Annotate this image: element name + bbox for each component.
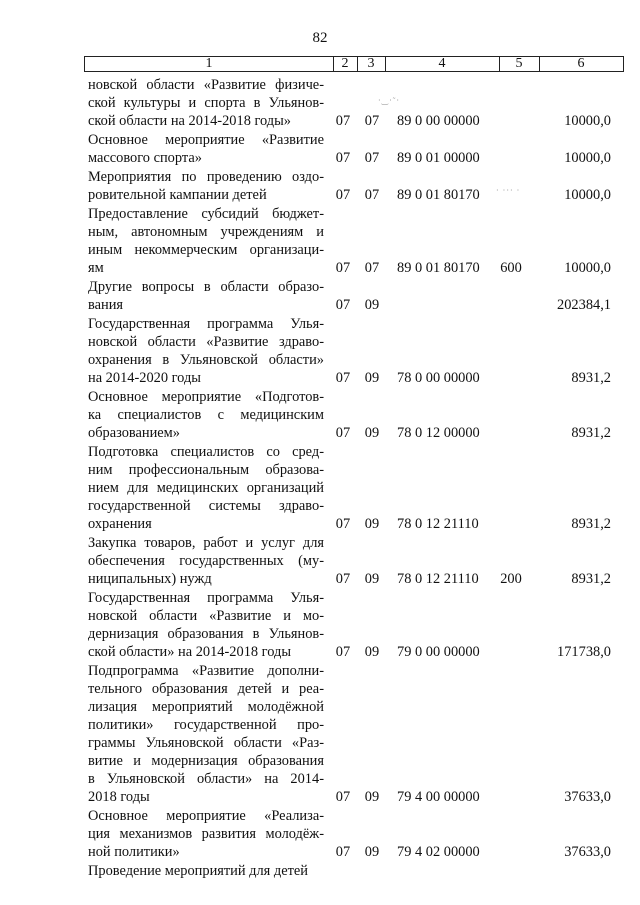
subsection-code: 07 bbox=[364, 113, 380, 129]
section-code: 07 bbox=[335, 644, 351, 660]
row-name bbox=[88, 443, 324, 533]
column-header-4: 4 bbox=[385, 57, 500, 71]
row-name-line: вания bbox=[88, 297, 124, 313]
row-name-line: Подпрограмма «Развитие дополни- bbox=[88, 663, 324, 679]
subsection-code: 07 bbox=[364, 150, 380, 166]
expense-type-code: 200 bbox=[500, 571, 522, 587]
row-name-line: дернизация образования в Ульянов- bbox=[88, 626, 324, 642]
section-code: 07 bbox=[335, 260, 351, 276]
subsection-code: 09 bbox=[364, 644, 380, 660]
subsection-code: 09 bbox=[364, 297, 380, 313]
expense-type-code: 600 bbox=[500, 260, 522, 276]
row-name-line: тельного образования детей и реа- bbox=[88, 681, 324, 697]
row-name-line: ской культуры и спорта в Ульянов- bbox=[88, 95, 324, 111]
row-name-line: Мероприятия по проведению оздо- bbox=[88, 169, 324, 185]
row-name-line: на 2014-2020 годы bbox=[88, 370, 201, 386]
table-row bbox=[0, 862, 640, 880]
expense-type-code bbox=[497, 369, 525, 387]
section-code: 07 bbox=[335, 187, 351, 203]
amount: 37633,0 bbox=[564, 844, 611, 860]
amount bbox=[536, 862, 611, 880]
row-name bbox=[88, 534, 324, 588]
target-article-code: 79 4 02 00000 bbox=[397, 844, 480, 860]
expense-type-code bbox=[497, 788, 525, 806]
row-name-line: ям bbox=[88, 260, 104, 276]
row-name-line: новской области «Развитие и мо- bbox=[88, 608, 324, 624]
subsection-code: 09 bbox=[364, 425, 380, 441]
table-row bbox=[0, 589, 640, 661]
table-row bbox=[0, 205, 640, 277]
amount: 10000,0 bbox=[564, 113, 611, 129]
table-row bbox=[0, 388, 640, 442]
row-name-line: ской области на 2014-2018 годы» bbox=[88, 113, 291, 129]
target-article-code: 78 0 12 21110 bbox=[397, 516, 479, 532]
expense-type-code bbox=[497, 186, 525, 204]
column-header-3: 3 bbox=[357, 57, 386, 71]
row-name-line: 2018 годы bbox=[88, 789, 150, 805]
section-code bbox=[333, 862, 353, 880]
row-name-line: государственной системы здраво- bbox=[88, 498, 324, 514]
column-header-2: 2 bbox=[333, 57, 358, 71]
column-header-5: 5 bbox=[499, 57, 540, 71]
amount: 10000,0 bbox=[564, 150, 611, 166]
table-row bbox=[0, 131, 640, 167]
row-name-line: новской области «Развитие здраво- bbox=[88, 334, 324, 350]
amount: 8931,2 bbox=[571, 425, 611, 441]
table-row bbox=[0, 662, 640, 806]
section-code: 07 bbox=[335, 113, 351, 129]
row-name-line: граммы Ульяновской области «Раз- bbox=[88, 735, 324, 751]
amount: 10000,0 bbox=[564, 260, 611, 276]
row-name-line: Проведение мероприятий для детей bbox=[88, 863, 308, 879]
row-name-line: ним профессиональным образова- bbox=[88, 462, 324, 478]
expense-type-code bbox=[497, 643, 525, 661]
section-code: 07 bbox=[335, 370, 351, 386]
table-row bbox=[0, 278, 640, 314]
amount: 8931,2 bbox=[571, 516, 611, 532]
row-name-line: Основное мероприятие «Подготов- bbox=[88, 389, 324, 405]
row-name-line: Закупка товаров, работ и услуг для bbox=[88, 535, 324, 551]
target-article-code: 79 4 00 00000 bbox=[397, 789, 480, 805]
row-name-line: Другие вопросы в области образо- bbox=[88, 279, 324, 295]
row-name-line: политики» государственной про- bbox=[88, 717, 324, 733]
subsection-code: 09 bbox=[364, 370, 380, 386]
target-article-code: 89 0 01 80170 bbox=[397, 187, 480, 203]
table-row bbox=[0, 443, 640, 533]
target-article-code: 79 0 00 00000 bbox=[397, 644, 480, 660]
amount: 10000,0 bbox=[564, 187, 611, 203]
row-name-line: образованием» bbox=[88, 425, 180, 441]
table-row bbox=[0, 315, 640, 387]
row-name-line: Государственная программа Улья- bbox=[88, 590, 324, 606]
row-name-line: Государственная программа Улья- bbox=[88, 316, 324, 332]
row-name bbox=[88, 278, 324, 314]
row-name-line: новской области «Развитие физиче- bbox=[88, 77, 324, 93]
row-name-line: охранения в Ульяновской области» bbox=[88, 352, 324, 368]
section-code: 07 bbox=[335, 844, 351, 860]
row-name bbox=[88, 589, 324, 661]
amount: 8931,2 bbox=[571, 370, 611, 386]
amount: 37633,0 bbox=[564, 789, 611, 805]
expense-type-code bbox=[497, 149, 525, 167]
row-name bbox=[88, 168, 324, 204]
row-name-line: ровительной кампании детей bbox=[88, 187, 267, 203]
table-row bbox=[0, 76, 640, 130]
row-name-line: массового спорта» bbox=[88, 150, 202, 166]
target-article-code: 89 0 00 00000 bbox=[397, 113, 480, 129]
section-code: 07 bbox=[335, 516, 351, 532]
subsection-code bbox=[362, 862, 382, 880]
row-name-line: ка специалистов с медицинским bbox=[88, 407, 324, 423]
scan-mark: · ··· · bbox=[496, 186, 521, 195]
row-name-line: иным некоммерческим организаци- bbox=[88, 242, 324, 258]
row-name bbox=[88, 76, 324, 130]
amount: 8931,2 bbox=[571, 571, 611, 587]
subsection-code: 07 bbox=[364, 260, 380, 276]
column-header-6: 6 bbox=[577, 56, 585, 71]
target-article-code: 78 0 12 00000 bbox=[397, 425, 480, 441]
target-article-code bbox=[397, 296, 487, 314]
amount: 202384,1 bbox=[557, 297, 611, 313]
row-name-line: лизация мероприятий молодёжной bbox=[88, 699, 324, 715]
section-code: 07 bbox=[335, 425, 351, 441]
row-name-line: обеспечения государственных (му- bbox=[88, 553, 324, 569]
row-name-line: Основное мероприятие «Развитие bbox=[88, 132, 324, 148]
subsection-code: 09 bbox=[364, 789, 380, 805]
target-article-code: 89 0 01 80170 bbox=[397, 260, 480, 276]
row-name-line: витие и модернизация образования bbox=[88, 753, 324, 769]
section-code: 07 bbox=[335, 571, 351, 587]
target-article-code bbox=[397, 862, 487, 880]
row-name bbox=[88, 807, 324, 861]
row-name-line: Подготовка специалистов со сред- bbox=[88, 444, 324, 460]
row-name-line: Предоставление субсидий бюджет- bbox=[88, 206, 324, 222]
section-code: 07 bbox=[335, 297, 351, 313]
target-article-code: 78 0 00 00000 bbox=[397, 370, 480, 386]
row-name bbox=[88, 862, 324, 880]
row-name bbox=[88, 315, 324, 387]
row-name-line: ной политики» bbox=[88, 844, 180, 860]
table-row bbox=[0, 807, 640, 861]
page-number: 82 bbox=[312, 30, 328, 46]
scan-mark: ·‿·˜· bbox=[378, 96, 401, 105]
expense-type-code bbox=[497, 862, 525, 880]
subsection-code: 09 bbox=[364, 571, 380, 587]
section-code: 07 bbox=[335, 789, 351, 805]
table-header bbox=[84, 56, 624, 72]
row-name-line: ниципальных) нужд bbox=[88, 571, 212, 587]
row-name-line: Основное мероприятие «Реализа- bbox=[88, 808, 324, 824]
row-name bbox=[88, 131, 324, 167]
row-name-line: нием для медицинских организаций bbox=[88, 480, 324, 496]
expense-type-code bbox=[497, 424, 525, 442]
expense-type-code bbox=[497, 515, 525, 533]
row-name bbox=[88, 205, 324, 277]
table-row bbox=[0, 168, 640, 204]
target-article-code: 78 0 12 21110 bbox=[397, 571, 479, 587]
row-name bbox=[88, 662, 324, 806]
subsection-code: 07 bbox=[364, 187, 380, 203]
expense-type-code bbox=[497, 296, 525, 314]
row-name-line: ным, автономным учреждениям и bbox=[88, 224, 324, 240]
row-name-line: ской области» на 2014-2018 годы bbox=[88, 644, 291, 660]
subsection-code: 09 bbox=[364, 516, 380, 532]
section-code: 07 bbox=[335, 150, 351, 166]
table-row bbox=[0, 534, 640, 588]
row-name-line: охранения bbox=[88, 516, 152, 532]
amount: 171738,0 bbox=[557, 644, 611, 660]
row-name-line: ция механизмов развития молодёж- bbox=[88, 826, 324, 842]
subsection-code: 09 bbox=[364, 844, 380, 860]
target-article-code: 89 0 01 00000 bbox=[397, 150, 480, 166]
row-name bbox=[88, 388, 324, 442]
expense-type-code bbox=[497, 112, 525, 130]
row-name-line: в Ульяновской области» на 2014- bbox=[88, 771, 324, 787]
expense-type-code bbox=[497, 843, 525, 861]
column-header-1: 1 bbox=[85, 57, 334, 71]
